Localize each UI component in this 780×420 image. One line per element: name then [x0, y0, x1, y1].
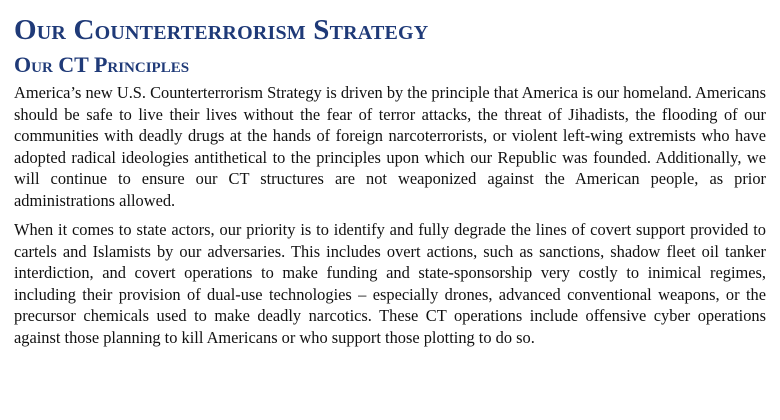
body-paragraph-1: America’s new U.S. Counterterrorism Strategy is driven by the principle that America is our homeland. Americans should be safe to live their lives without the fear of terror attacks, the threat of Jihadists, the flooding of our communities with deadly drugs at the hands of foreign narcoterrorists, or violent left-wing extremists who have adopted radical ideologies antithetical to the principles upon which our Republic was founded. Additionally, we will continue to ensure our CT structures are not weaponized against the American people, as prior administrations allowed.	[14, 83, 766, 210]
body-paragraph-2: When it comes to state actors, our priority is to identify and fully degrade the lines of covert support provided to cartels and Islamists by our adversaries. This includes overt actions, such as sanctions, shadow fleet oil tanker interdiction, and covert operations to make funding and state-sponsorship very costly to inimical regimes, including their provision of dual-use technologies – especially drones, advanced conventional weapons, or the precursor chemicals used to make deadly narcotics. These CT operations include offensive cyber operations against those planning to kill Americans or who support those plotting to do so.	[14, 220, 766, 347]
document-title: Our Counterterrorism Strategy	[14, 14, 429, 46]
section-heading: Our CT Principles	[14, 52, 190, 77]
